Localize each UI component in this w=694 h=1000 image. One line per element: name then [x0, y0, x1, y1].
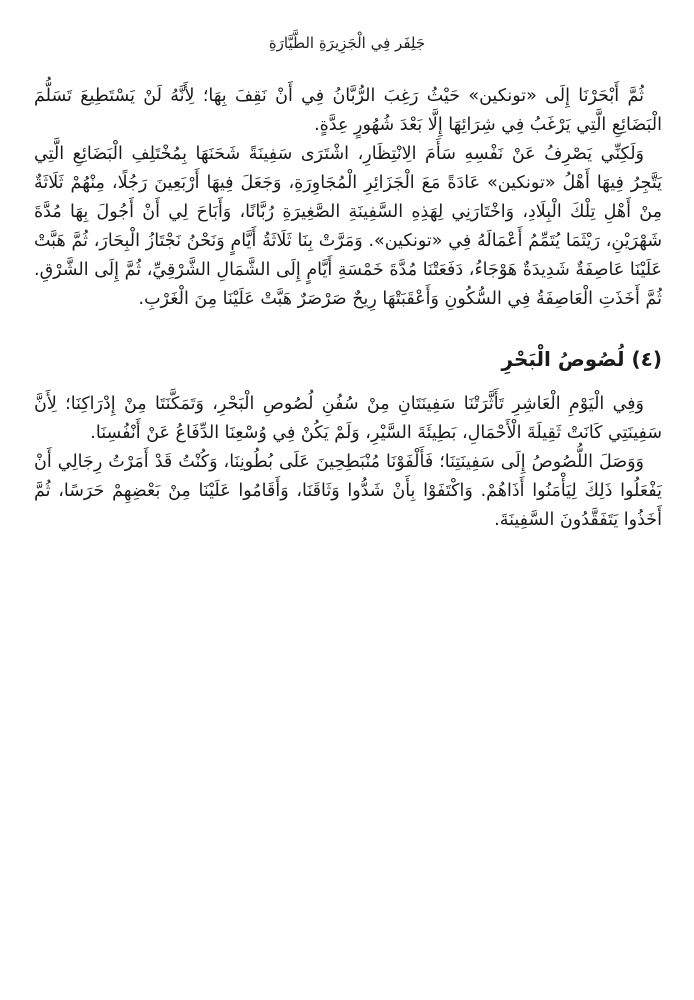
- running-head: جَلِفَر فِي الْجَزِيرَةِ الطَّيَّارَةِ: [268, 34, 426, 52]
- paragraph-1: ثُمَّ أَبْحَرْنَا إِلَى «تونكين» حَيْثُ رَغِبَ الرُّبَّانُ فِي أَنْ نَقِفَ بِهَا؛ لِأَنَّهُ لَنْ يَسْتَطِيعَ تَسَلُّمَ الْبَضَائِعِ الَّتِي يَرْغَبُ فِي شِرَائِهَا إِلَّا بَعْدَ شُهُورٍ عِدَّةٍ.: [34, 86, 662, 135]
- body-text: [34, 82, 662, 535]
- paragraph-3: وَفِي الْيَوْمِ الْعَاشِرِ تَأَثَّرَتْنَا سَفِينَتَانِ مِنْ سُفُنِ لُصُوصِ الْبَحْرِ، وَتَمَكَّنَتَا مِنْ إِدْرَاكِنَا؛ لِأَنَّ سَفِينَتِي كَانَتْ ثَقِيلَةَ الْأَحْمَالِ، بَطِيئَةَ السَّيْرِ، وَلَمْ يَكُنْ فِي وُسْعِنَا الدِّفَاعُ عَنْ أَنْفُسِنَا.: [34, 394, 662, 443]
- paragraph-2: وَلَكِنِّي يَصْرِفُ عَنْ نَفْسِهِ سَأَمَ الِانْتِظَارِ، اشْتَرَى سَفِينَةً شَحَنَهَا بِمُخْتَلِفِ الْبَضَائِعِ الَّتِي يَتَّجِرُ فِيهَا أَهْلُ «تونكين» عَادَةً مَعَ الْجَزَائِرِ الْمُجَاوِرَةِ، وَجَعَلَ فِيهَا أَرْبَعِينَ رَجُلًا، مِنْهُمْ ثَلَاثَةٌ مِنْ أَهْلِ تِلْكَ الْبِلَادِ، وَاخْتَارَنِي لِهَذِهِ السَّفِينَةِ الصَّغِيرَةِ رُبَّانًا، وَأَبَاحَ لِي أَنْ أَجُولَ بِهَا مُدَّةَ شَهْرَيْنِ، رَيْثَمَا يُتَمِّمُ أَعْمَالَهُ فِي «تونكين». وَمَرَّتْ بِنَا ثَلَاثَةُ أَيَّامٍ وَنَحْنُ نَجْتَازُ الْبِحَارَ، ثُمَّ هَبَّتْ عَلَيْنَا عَاصِفَةٌ شَدِيدَةٌ هَوْجَاءُ، دَفَعَتْنَا مُدَّةَ خَمْسَةِ أَيَّامٍ إِلَى الشَّمَالِ الشَّرْقِيِّ، ثُمَّ إِلَى الشَّرْقِ. ثُمَّ أَخَذَتِ الْعَاصِفَةُ فِي السُّكُونِ وَأَعْقَبَتْهَا رِيحٌ صَرْصَرٌ هَبَّتْ عَلَيْنَا مِنَ الْغَرْبِ.: [34, 144, 662, 309]
- section-heading: (٤) لُصُوصُ الْبَحْرِ: [501, 347, 662, 371]
- paragraph-4: وَوَصَلَ اللُّصُوصُ إِلَى سَفِينَتِنَا؛ فَأَلْفَوْنَا مُنْبَطِحِينَ عَلَى بُطُونِنَا، وَكُنْتُ قَدْ أَمَرْتُ رِجَالِي أَنْ يَفْعَلُوا ذَلِكَ لِيَأْمَنُوا أَذَاهُمْ. وَاكْتَفَوْا بِأَنْ شَدُّوا وَثَاقَنَا، وَأَقَامُوا عَلَيْنَا مِنْ بَعْضِهِمْ حَرَسًا، ثُمَّ أَخَذُوا يَتَفَقَّدُونَ السَّفِينَةَ.: [34, 452, 662, 530]
